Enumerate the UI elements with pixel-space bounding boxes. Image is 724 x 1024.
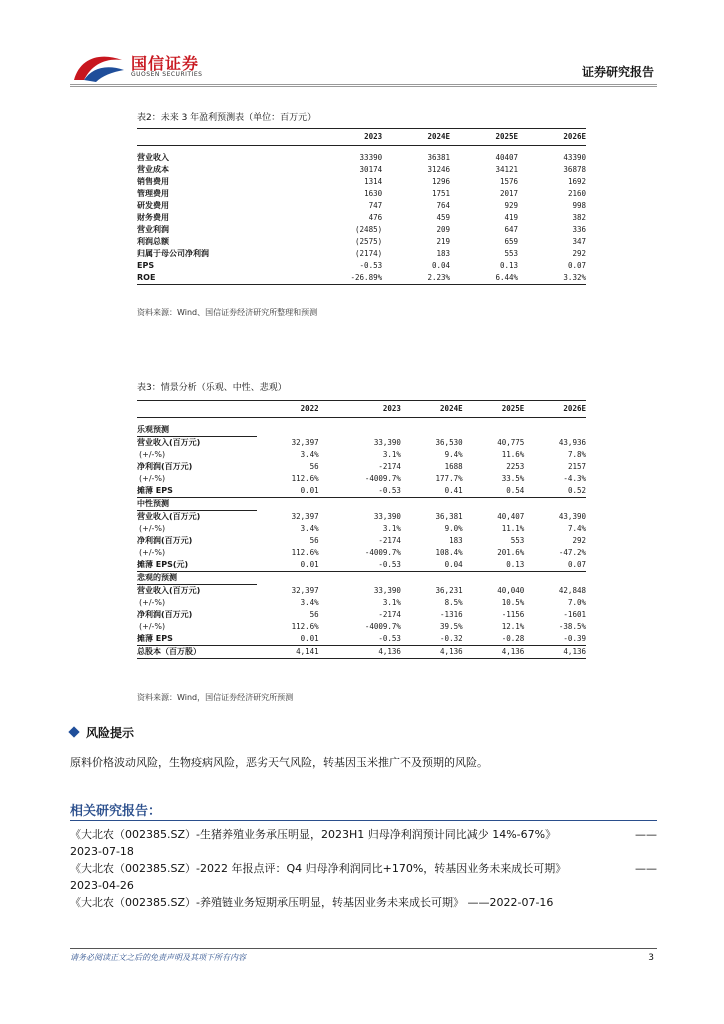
cell-value: 0.01 xyxy=(300,634,319,643)
row-label: 摊薄 EPS xyxy=(137,486,173,495)
table-row xyxy=(137,609,586,621)
cell-value: 0.13 xyxy=(499,261,519,270)
table-row xyxy=(137,224,586,236)
cell-value: 1692 xyxy=(567,177,586,186)
cell-value: -1316 xyxy=(440,610,463,619)
cell-value: -4.3% xyxy=(563,474,586,483)
row-label: (+/-%) xyxy=(139,548,166,557)
report-title: 《大北农（002385.SZ）-2022 年报点评：Q4 归母净利润同比+170%，转基因业务未来成长可期》 xyxy=(70,862,567,875)
row-label: 营业收入(百万元) xyxy=(137,586,201,595)
cell-value: 0.04 xyxy=(432,261,451,270)
row-label: 营业利润 xyxy=(137,225,169,234)
cell-value: 11.6% xyxy=(501,450,525,459)
cell-value: -1601 xyxy=(563,610,586,619)
table2-label: 表2： xyxy=(137,113,161,123)
table-row xyxy=(137,212,586,224)
cell-value: 209 xyxy=(436,225,451,234)
cell-value: 112.6% xyxy=(291,548,319,557)
report-dash: —— xyxy=(635,828,657,841)
cell-value: 0.04 xyxy=(444,560,463,569)
cell-value: 0.13 xyxy=(506,560,525,569)
cell-value: 32,397 xyxy=(291,437,319,447)
cell-value: 32,397 xyxy=(291,585,319,595)
cell-value: 30174 xyxy=(359,165,383,174)
col-header: 2025E xyxy=(495,132,519,141)
cell-value: 0.01 xyxy=(300,486,319,495)
cell-value: 659 xyxy=(504,237,519,246)
row-label: 营业成本 xyxy=(137,165,169,174)
row-label: (+/-%) xyxy=(139,524,166,533)
cell-value: 112.6% xyxy=(291,474,319,483)
row-label: 研发费用 xyxy=(137,201,169,210)
cell-value: 34121 xyxy=(495,165,519,174)
cell-value: 1576 xyxy=(499,177,519,186)
cell-value: 998 xyxy=(572,201,586,210)
report-date: 2022-07-16 xyxy=(489,896,554,909)
cell-value: 36,231 xyxy=(435,585,463,595)
cell-value: 2017 xyxy=(499,189,519,198)
table-row xyxy=(137,633,586,646)
cell-value: 4,136 xyxy=(440,647,463,656)
table-row xyxy=(137,473,586,485)
table-header-row xyxy=(137,401,586,418)
cell-value: -0.53 xyxy=(359,261,383,270)
table2-source: 资料来源：Wind、国信证券经济研究所整理和预测 xyxy=(137,308,318,317)
row-label: 净利润(百万元) xyxy=(137,462,193,471)
cell-value: 553 xyxy=(510,536,525,545)
cell-value: 3.1% xyxy=(382,524,401,533)
row-label: 净利润(百万元) xyxy=(137,610,193,619)
cell-value: 33,390 xyxy=(373,511,401,521)
cell-value: 747 xyxy=(368,201,383,210)
col-header: 2026E xyxy=(563,404,586,413)
cell-value: 4,136 xyxy=(501,647,525,656)
cell-value: 1688 xyxy=(444,462,463,471)
cell-value: 9.0% xyxy=(444,524,463,533)
row-label: (+/-%) xyxy=(139,598,166,607)
cell-value: 1751 xyxy=(432,189,451,198)
related-divider xyxy=(70,820,657,821)
cell-value: 33390 xyxy=(359,153,383,162)
row-label: 摊薄 EPS(元) xyxy=(137,560,189,569)
related-report-1[interactable] xyxy=(70,826,657,860)
cell-value: -4009.7% xyxy=(364,474,401,483)
cell-value: -1156 xyxy=(501,610,525,619)
scenario-name: 乐观预测 xyxy=(137,424,257,437)
total-shares-row xyxy=(137,646,586,659)
cell-value: -47.2% xyxy=(558,548,586,557)
cell-value: -2174 xyxy=(378,610,401,619)
cell-value: -38.5% xyxy=(558,622,586,631)
cell-value: 292 xyxy=(572,536,586,545)
table3-label: 表3： xyxy=(137,383,161,393)
table-row xyxy=(137,152,586,164)
cell-value: 56 xyxy=(309,462,319,471)
col-header: 2024E xyxy=(440,404,463,413)
cell-value: 43,936 xyxy=(558,437,586,447)
cell-value: 292 xyxy=(572,249,586,258)
report-type: 证券研究报告 xyxy=(581,65,654,79)
cell-value: 40,775 xyxy=(497,437,525,447)
cell-value: 2157 xyxy=(567,462,586,471)
table-row xyxy=(137,437,586,450)
table3-title xyxy=(137,380,287,393)
cell-value: 183 xyxy=(449,536,463,545)
cell-value: (2485) xyxy=(355,225,383,234)
cell-value: 1314 xyxy=(364,177,383,186)
col-header: 2023 xyxy=(382,404,401,413)
report-title: 《大北农（002385.SZ）-生猪养殖业务承压明显，2023H1 归母净利润预计同比减少 14%-67%》 xyxy=(70,828,557,841)
cell-value: 112.6% xyxy=(291,622,319,631)
related-reports-heading: 相关研究报告： xyxy=(70,804,162,819)
row-label: 利润总额 xyxy=(137,237,169,246)
cell-value: 647 xyxy=(504,225,519,234)
cell-value: 108.4% xyxy=(435,548,463,557)
cell-value: 382 xyxy=(572,213,586,222)
cell-value: -0.53 xyxy=(378,634,401,643)
scenario-name: 悲观的预测 xyxy=(137,572,257,585)
cell-value: 0.52 xyxy=(567,486,586,495)
cell-value: 40,040 xyxy=(497,585,525,595)
table3-body xyxy=(137,424,586,659)
col-header: 2023 xyxy=(364,132,383,141)
cell-value: 32,397 xyxy=(291,511,319,521)
scenario-header-row xyxy=(137,498,586,511)
cell-value: 3.4% xyxy=(300,524,319,533)
row-label: 营业收入 xyxy=(137,153,169,162)
cell-value: -0.53 xyxy=(378,560,401,569)
cell-value: 177.7% xyxy=(435,474,463,483)
cell-value: (2575) xyxy=(355,237,383,246)
cell-value: 347 xyxy=(572,237,586,246)
table-row xyxy=(137,559,586,572)
brand-name-en: GUOSEN SECURITIES xyxy=(131,71,203,78)
report-dash: —— xyxy=(467,896,490,909)
cell-value: 764 xyxy=(436,201,451,210)
cell-value: 183 xyxy=(436,249,451,258)
cell-value: 6.44% xyxy=(495,273,519,282)
cell-value: 33,390 xyxy=(373,437,401,447)
cell-value: -2174 xyxy=(378,462,401,471)
footer-divider xyxy=(70,948,657,949)
table-row xyxy=(137,236,586,248)
cell-value: 56 xyxy=(309,536,319,545)
cell-value: 7.8% xyxy=(567,450,586,459)
table-header-row xyxy=(137,129,586,146)
risk-heading xyxy=(70,724,134,741)
cell-value: 42,848 xyxy=(558,585,586,595)
report-date: 2023-04-26 xyxy=(70,879,134,892)
cell-value: 39.5% xyxy=(440,622,463,631)
cell-value: 43390 xyxy=(563,153,586,162)
table-row xyxy=(137,511,586,524)
cell-value: 4,136 xyxy=(563,647,586,656)
table-row xyxy=(137,164,586,176)
table-row xyxy=(137,188,586,200)
cell-value: 56 xyxy=(309,610,319,619)
row-label: 管理费用 xyxy=(137,189,169,198)
guosen-logo xyxy=(70,50,130,86)
cell-value: 12.1% xyxy=(501,622,525,631)
table-row xyxy=(137,621,586,633)
cell-value: 4,136 xyxy=(378,647,401,656)
cell-value: 9.4% xyxy=(444,450,463,459)
profit-forecast-table xyxy=(137,128,586,285)
table-row xyxy=(137,200,586,212)
brand-name: 国信证券 xyxy=(131,54,200,73)
row-label: 营业收入(百万元) xyxy=(137,438,201,447)
table3-source: 资料来源：Wind，国信证券经济研究所预测 xyxy=(137,693,294,702)
row-label: EPS xyxy=(137,261,155,270)
cell-value: 0.07 xyxy=(567,261,586,270)
cell-value: 201.6% xyxy=(497,548,525,557)
report-dash: —— xyxy=(635,862,657,875)
table2-title xyxy=(137,110,316,123)
cell-value: 33,390 xyxy=(373,585,401,595)
scenario-name: 中性预测 xyxy=(137,498,257,511)
row-label: 财务费用 xyxy=(137,213,169,222)
report-title: 《大北农（002385.SZ）-养殖链业务短期承压明显，转基因业务未来成长可期》 xyxy=(70,896,464,909)
cell-value: 8.5% xyxy=(444,598,463,607)
cell-value: 929 xyxy=(504,201,519,210)
cell-value: 43,390 xyxy=(558,511,586,521)
cell-value: 36381 xyxy=(427,153,451,162)
cell-value: 3.4% xyxy=(300,450,319,459)
cell-value: 2.23% xyxy=(427,273,451,282)
scenario-table xyxy=(137,400,586,659)
table-row xyxy=(137,449,586,461)
cell-value: (2174) xyxy=(355,249,383,258)
cell-value: -4009.7% xyxy=(364,622,401,631)
table-row xyxy=(137,585,586,598)
table-row xyxy=(137,523,586,535)
report-date: 2023-07-18 xyxy=(70,845,134,858)
cell-value: 0.41 xyxy=(444,486,463,495)
table-row xyxy=(137,260,586,272)
row-label: 总股本（百万股） xyxy=(137,647,201,656)
cell-value: 11.1% xyxy=(501,524,525,533)
risk-text: 原料价格波动风险，生物疫病风险，恶劣天气风险，转基因玉米推广不及预期的风险。 xyxy=(70,756,488,769)
header-divider xyxy=(70,86,657,87)
cell-value: 459 xyxy=(436,213,451,222)
col-header: 2024E xyxy=(427,132,451,141)
row-label: 营业收入(百万元) xyxy=(137,512,201,521)
table3-caption: 情景分析（乐观、中性、悲观） xyxy=(160,383,287,393)
cell-value: 3.32% xyxy=(563,273,586,282)
cell-value: 36,381 xyxy=(435,511,463,521)
cell-value: -2174 xyxy=(378,536,401,545)
cell-value: 219 xyxy=(436,237,451,246)
cell-value: 0.07 xyxy=(567,560,586,569)
table-row xyxy=(137,272,586,285)
row-label: 销售费用 xyxy=(137,177,169,186)
cell-value: 419 xyxy=(504,213,519,222)
cell-value: -26.89% xyxy=(350,273,383,282)
table-row xyxy=(137,535,586,547)
table2-body xyxy=(137,152,586,285)
row-label: 归属于母公司净利润 xyxy=(137,249,209,258)
cell-value: 4,141 xyxy=(296,647,319,656)
disclaimer-text: 请务必阅读正文之后的免责声明及其项下所有内容 xyxy=(70,953,246,962)
cell-value: 553 xyxy=(504,249,519,258)
cell-value: 3.1% xyxy=(382,450,401,459)
table-row xyxy=(137,176,586,188)
table-row xyxy=(137,248,586,260)
cell-value: 2160 xyxy=(567,189,586,198)
header-divider xyxy=(70,84,657,85)
cell-value: -4009.7% xyxy=(364,548,401,557)
related-report-3[interactable] xyxy=(70,894,657,911)
related-report-2[interactable] xyxy=(70,860,657,894)
cell-value: 1296 xyxy=(432,177,451,186)
col-header: 2022 xyxy=(300,404,319,413)
cell-value: 0.54 xyxy=(506,486,525,495)
cell-value: 36878 xyxy=(563,165,586,174)
table-row xyxy=(137,597,586,609)
cell-value: -0.53 xyxy=(378,486,401,495)
cell-value: 10.5% xyxy=(501,598,525,607)
table2-caption: 未来 3 年盈利预测表（单位：百万元） xyxy=(160,113,317,123)
cell-value: 3.1% xyxy=(382,598,401,607)
page-number: 3 xyxy=(648,953,654,963)
cell-value: 0.01 xyxy=(300,560,319,569)
scenario-header-row xyxy=(137,572,586,585)
cell-value: 7.4% xyxy=(567,524,586,533)
cell-value: 33.5% xyxy=(501,474,525,483)
cell-value: 36,530 xyxy=(435,437,463,447)
table-row xyxy=(137,485,586,498)
cell-value: 3.4% xyxy=(300,598,319,607)
cell-value: 7.0% xyxy=(567,598,586,607)
col-header: 2026E xyxy=(563,132,586,141)
row-label: (+/-%) xyxy=(139,622,166,631)
cell-value: 40407 xyxy=(495,153,519,162)
cell-value: 2253 xyxy=(506,462,525,471)
row-label: (+/-%) xyxy=(139,450,166,459)
row-label: ROE xyxy=(137,273,156,282)
table-row xyxy=(137,461,586,473)
cell-value: 40,407 xyxy=(497,511,525,521)
cell-value: -0.32 xyxy=(440,634,463,643)
row-label: (+/-%) xyxy=(139,474,166,483)
diamond-bullet-icon xyxy=(68,726,79,737)
col-header: 2025E xyxy=(501,404,525,413)
cell-value: -0.39 xyxy=(563,634,586,643)
risk-heading-text: 风险提示 xyxy=(86,726,135,740)
cell-value: 31246 xyxy=(427,165,451,174)
table-row xyxy=(137,547,586,559)
row-label: 摊薄 EPS xyxy=(137,634,173,643)
row-label: 净利润(百万元) xyxy=(137,536,193,545)
cell-value: -0.28 xyxy=(501,634,525,643)
cell-value: 336 xyxy=(572,225,586,234)
cell-value: 476 xyxy=(368,213,383,222)
scenario-header-row xyxy=(137,424,586,437)
cell-value: 1630 xyxy=(364,189,383,198)
